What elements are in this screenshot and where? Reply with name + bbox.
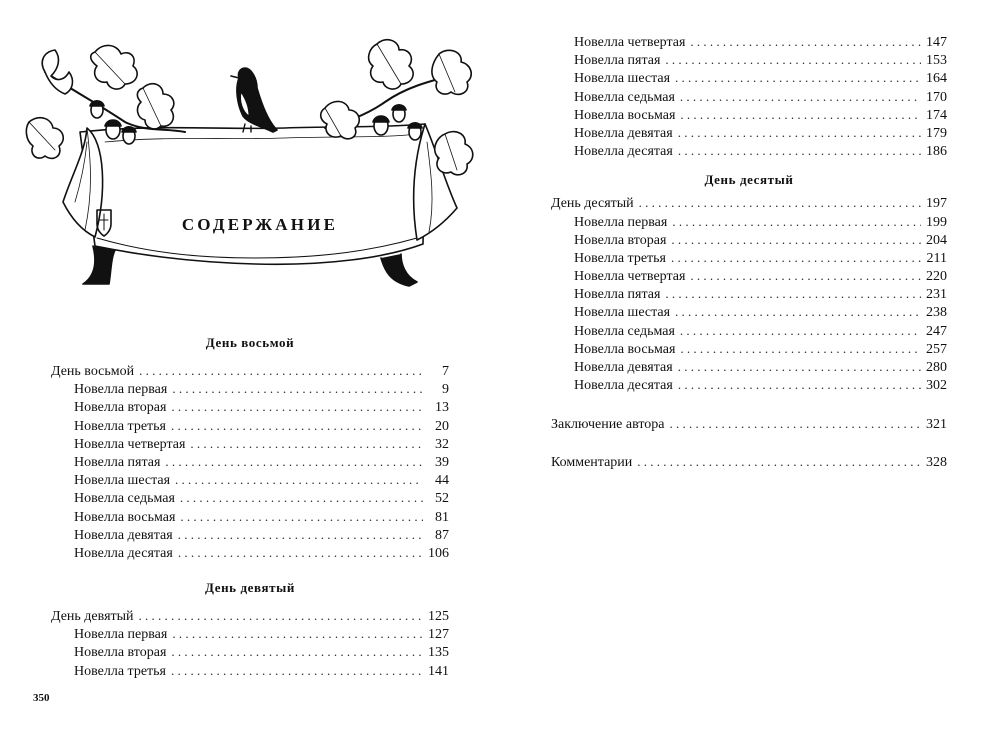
toc-leader-dots: [170, 471, 423, 489]
toc-list-day8: [51, 362, 449, 562]
toc-leader-dots: [166, 417, 423, 435]
toc-entry-label: Новелла восьмая: [574, 107, 676, 123]
toc-entry: [51, 417, 449, 435]
toc-entry-page: 280: [926, 360, 947, 375]
toc-entry-label: Новелла седьмая: [574, 323, 675, 339]
toc-entry-page: 127: [428, 627, 449, 643]
toc-entry-page: 257: [926, 341, 947, 357]
toc-entry-page: 9: [442, 382, 449, 398]
toc-leader-dots: [167, 625, 423, 643]
toc-entry-page: 81: [435, 509, 449, 525]
toc-entry-label: Заключение автора: [551, 417, 665, 433]
toc-entry: [51, 362, 449, 380]
toc-entry-page: 328: [926, 454, 947, 470]
toc-entry: [51, 662, 449, 680]
toc-leader-dots: [660, 51, 921, 69]
toc-entry: [551, 358, 947, 376]
toc-entry-page: 238: [926, 305, 947, 321]
toc-entry-label: Новелла девятая: [574, 125, 673, 141]
toc-entry-label: Новелла десятая: [574, 378, 673, 394]
toc-entry-page: 39: [435, 454, 449, 470]
toc-leader-dots: [673, 142, 921, 160]
toc-entry-label: Новелла шестая: [574, 305, 671, 321]
toc-entry: [551, 51, 947, 69]
toc-entry-page: 186: [926, 144, 947, 160]
toc-entry-page: 44: [435, 473, 449, 489]
toc-leader-dots: [173, 544, 423, 562]
toc-entry: [51, 625, 449, 643]
toc-entry-label: Новелла шестая: [74, 473, 171, 489]
toc-entry-label: Новелла первая: [574, 214, 668, 230]
toc-entry: [551, 415, 947, 433]
toc-leader-dots: [685, 33, 921, 51]
toc-entry-label: Новелла четвертая: [574, 269, 686, 285]
toc-entry-page: 321: [926, 417, 947, 433]
toc-entry-page: 247: [926, 323, 947, 339]
toc-entry: [51, 544, 449, 562]
toc-entry-page: 141: [428, 663, 449, 679]
toc-entry-page: 179: [926, 125, 947, 141]
toc-leader-dots: [134, 607, 423, 625]
toc-entry: [551, 303, 947, 321]
toc-entry: [551, 376, 947, 394]
toc-entry-label: Новелла вторая: [74, 400, 167, 416]
toc-entry-label: Новелла третья: [574, 250, 666, 266]
toc-entry: [51, 398, 449, 416]
toc-left-column: [51, 334, 449, 680]
toc-entry-label: День девятый: [51, 609, 134, 625]
banner-scroll-drawing: [25, 32, 485, 294]
toc-entry-label: Новелла вторая: [74, 645, 167, 661]
toc-leader-dots: [173, 526, 423, 544]
toc-leader-dots: [160, 453, 423, 471]
toc-entry-label: День восьмой: [51, 364, 135, 379]
toc-entry-page: 302: [926, 378, 947, 394]
toc-entry: [551, 453, 947, 471]
toc-entry: [551, 88, 947, 106]
toc-list-day9-continued: [551, 33, 947, 160]
toc-entry-page: 147: [926, 35, 947, 50]
toc-entry-label: Новелла седьмая: [574, 89, 675, 105]
toc-entry: [551, 322, 947, 340]
toc-entry-page: 211: [926, 250, 947, 266]
toc-entry: [551, 285, 947, 303]
section-title-day10: День десятый: [704, 172, 794, 188]
section-title-day9: День девятый: [205, 580, 295, 596]
toc-leader-dots: [665, 415, 921, 433]
toc-leader-dots: [632, 453, 921, 471]
title-banner-illustration: [25, 32, 485, 294]
toc-entry-page: 164: [926, 71, 947, 87]
toc-leader-dots: [166, 643, 423, 661]
section-title-day8: День восьмой: [205, 335, 295, 350]
toc-leader-dots: [675, 340, 921, 358]
toc-list-closing: [551, 415, 947, 433]
toc-entry-page: 52: [435, 491, 449, 507]
page-title: СОДЕРЖАНИЕ: [181, 215, 339, 234]
toc-entry: [551, 213, 947, 231]
toc-entry-label: Новелла третья: [74, 418, 166, 434]
toc-entry-label: Новелла девятая: [74, 527, 173, 543]
toc-entry-label: Новелла первая: [74, 627, 168, 643]
toc-entry: [51, 607, 449, 625]
toc-list-comments: [551, 453, 947, 471]
toc-leader-dots: [175, 489, 423, 507]
toc-leader-dots: [634, 194, 921, 212]
toc-leader-dots: [673, 376, 921, 394]
toc-entry-page: 7: [442, 364, 449, 379]
toc-leader-dots: [166, 398, 423, 416]
toc-entry-page: 32: [435, 436, 449, 452]
toc-entry-label: Новелла пятая: [574, 53, 661, 69]
toc-entry-label: Новелла четвертая: [74, 436, 186, 452]
toc-entry-label: Новелла шестая: [574, 71, 671, 87]
toc-list-day9: [51, 607, 449, 680]
toc-entry-page: 174: [926, 107, 947, 123]
toc-entry-page: 199: [926, 214, 947, 230]
toc-leader-dots: [134, 362, 423, 380]
toc-leader-dots: [166, 662, 423, 680]
toc-entry-label: Новелла пятая: [74, 454, 161, 470]
toc-entry: [551, 249, 947, 267]
toc-entry: [51, 435, 449, 453]
toc-entry: [51, 489, 449, 507]
toc-entry: [551, 194, 947, 212]
toc-entry-page: 204: [926, 232, 947, 248]
toc-leader-dots: [666, 231, 921, 249]
page-number: 350: [33, 692, 50, 704]
toc-entry-page: 231: [926, 287, 947, 303]
toc-entry-label: Новелла десятая: [574, 144, 673, 160]
toc-entry: [551, 69, 947, 87]
toc-entry-label: Новелла пятая: [574, 287, 661, 303]
toc-entry-label: День десятый: [551, 196, 634, 212]
toc-entry-page: 135: [428, 645, 449, 661]
toc-entry: [551, 142, 947, 160]
toc-entry-label: Новелла седьмая: [74, 491, 175, 507]
toc-leader-dots: [675, 322, 921, 340]
toc-entry-label: Новелла десятая: [74, 545, 173, 561]
toc-entry: [551, 231, 947, 249]
toc-entry: [551, 267, 947, 285]
toc-leader-dots: [675, 106, 921, 124]
toc-entry: [51, 380, 449, 398]
toc-entry-page: 197: [926, 196, 947, 212]
toc-entry-label: Новелла третья: [74, 663, 166, 679]
toc-entry-page: 125: [428, 609, 449, 625]
toc-entry-page: 153: [926, 53, 947, 69]
toc-leader-dots: [175, 508, 423, 526]
toc-entry-page: 220: [926, 269, 947, 285]
toc-entry-label: Новелла девятая: [574, 360, 673, 375]
toc-entry: [51, 471, 449, 489]
toc-entry-label: Новелла четвертая: [574, 35, 686, 50]
toc-list-day10: [551, 194, 947, 394]
toc-leader-dots: [167, 380, 423, 398]
toc-entry-label: Новелла восьмая: [74, 509, 176, 525]
toc-right-column: [551, 33, 947, 471]
toc-entry: [551, 340, 947, 358]
toc-entry: [51, 508, 449, 526]
toc-entry: [551, 124, 947, 142]
toc-leader-dots: [675, 88, 921, 106]
toc-entry: [51, 643, 449, 661]
toc-entry: [551, 33, 947, 51]
toc-leader-dots: [667, 213, 921, 231]
toc-entry: [551, 106, 947, 124]
toc-entry-page: 87: [435, 527, 449, 543]
toc-leader-dots: [670, 303, 921, 321]
toc-entry: [51, 453, 449, 471]
toc-leader-dots: [685, 267, 921, 285]
toc-leader-dots: [666, 249, 921, 267]
toc-entry-label: Новелла восьмая: [574, 341, 676, 357]
toc-entry-page: 20: [435, 418, 449, 434]
toc-leader-dots: [660, 285, 921, 303]
toc-entry-label: Комментарии: [551, 454, 633, 470]
toc-entry: [51, 526, 449, 544]
toc-leader-dots: [673, 358, 921, 376]
toc-entry-label: Новелла первая: [74, 382, 168, 398]
toc-entry-page: 13: [435, 400, 449, 416]
toc-entry-label: Новелла вторая: [574, 232, 667, 248]
toc-leader-dots: [670, 69, 921, 87]
toc-leader-dots: [185, 435, 423, 453]
toc-entry-page: 170: [926, 89, 947, 105]
toc-leader-dots: [673, 124, 921, 142]
toc-entry-page: 106: [428, 545, 449, 561]
